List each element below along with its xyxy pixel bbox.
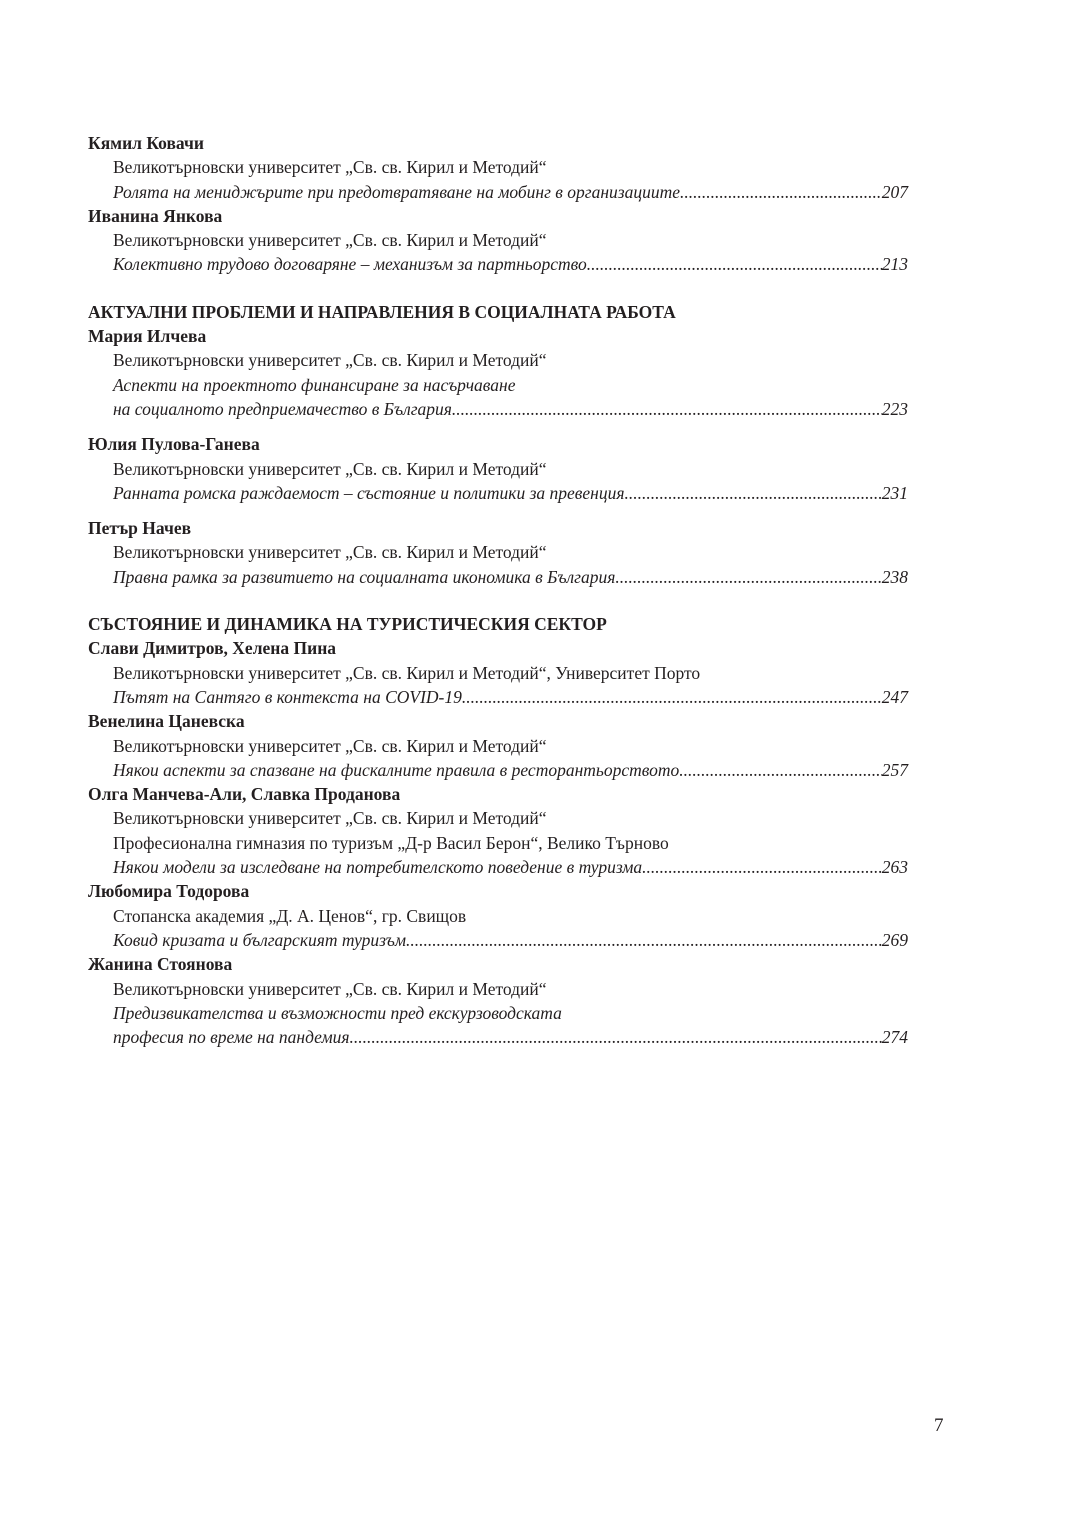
toc-entry: [88, 516, 908, 589]
entry-page-number: 238: [881, 566, 908, 587]
entry-title: Правна рамка за развитието на социалната икономика в България: [113, 566, 616, 587]
entry-title: Някои аспекти за спазване на фискалните правила в ресторантьорството: [113, 759, 680, 780]
dot-leader: [679, 758, 881, 782]
entry-page-number: 269: [881, 929, 908, 950]
toc-entry: [88, 709, 908, 782]
entry-author: Любомира Тодорова: [88, 881, 250, 902]
entry-affiliation: Великотърновски университет „Св. св. Кирил и Методий“: [113, 458, 547, 479]
entry-affiliation: Великотърновски университет „Св. св. Кирил и Методий“: [113, 542, 547, 563]
entry-title: Някои модели за изследване на потребителското поведение в туризма: [113, 857, 643, 878]
dot-leader: [587, 252, 882, 276]
toc-group: [88, 612, 908, 1049]
toc-entry: [88, 879, 908, 952]
entry-page-number: 223: [881, 398, 908, 419]
entry-title-row: [88, 758, 908, 782]
dot-leader: [615, 565, 881, 589]
entry-author: Юлия Пулова-Ганева: [88, 434, 260, 455]
dot-leader: [462, 685, 882, 709]
entry-author: Венелина Цаневска: [88, 711, 245, 732]
dot-leader: [680, 180, 882, 204]
toc-group: [88, 131, 908, 277]
entry-author: Олга Манчева-Али, Славка Проданова: [88, 784, 401, 805]
table-of-contents: [88, 131, 908, 1049]
entry-title-row: [88, 397, 908, 421]
entry-title-line: Предизвикателства и възможности пред екскурзоводската: [113, 1002, 562, 1023]
entry-author: Кямил Ковачи: [88, 133, 204, 153]
entry-author: Жанина Стоянова: [88, 954, 233, 975]
section-heading: СЪСТОЯНИЕ И ДИНАМИКА НА ТУРИСТИЧЕСКИЯ СЕКТОР: [88, 614, 607, 635]
entry-title: Ранната ромска раждаемост – състояние и политики за превенция: [113, 482, 625, 503]
entry-title-row: [88, 481, 908, 505]
entry-title: на социалното предприемачество в България: [113, 398, 452, 419]
entry-affiliation: Стопанска академия „Д. А. Ценов“, гр. Свищов: [113, 905, 467, 926]
entry-title-row: [88, 180, 908, 204]
entry-title-row: [88, 928, 908, 952]
entry-title-row: [88, 855, 908, 879]
entry-page-number: 257: [881, 759, 908, 780]
toc-entry: [88, 636, 908, 709]
entry-title: Ролята на мениджърите при предотвратяване на мобинг в организациите: [113, 181, 681, 202]
page-number: 7: [934, 1415, 944, 1436]
toc-group: [88, 300, 908, 589]
dot-leader: [642, 855, 882, 879]
entry-affiliation: Великотърновски университет „Св. св. Кирил и Методий“, Университет Порто: [113, 662, 701, 683]
dot-leader: [406, 928, 882, 952]
dot-leader: [624, 481, 881, 505]
entry-title-row: [88, 1025, 908, 1049]
entry-title: Пътят на Сантяго в контекста на COVID-19: [113, 686, 462, 707]
entry-author: Петър Начев: [88, 518, 192, 539]
entry-affiliation: Великотърновски университет „Св. св. Кирил и Методий“: [113, 230, 547, 251]
entry-affiliation: Великотърновски университет „Св. св. Кирил и Методий“: [113, 978, 547, 999]
entry-title-row: [88, 565, 908, 589]
entry-page-number: 274: [881, 1027, 908, 1048]
entry-title-row: [88, 685, 908, 709]
toc-entry: [88, 131, 908, 204]
entry-page-number: 207: [881, 181, 908, 202]
entry-title: Ковид кризата и българският туризъм: [113, 929, 406, 950]
entry-title: професия по време на пандемия: [113, 1027, 350, 1048]
toc-entry: [88, 432, 908, 505]
dot-leader: [350, 1025, 882, 1049]
dot-leader: [452, 397, 882, 421]
entry-title: Колективно трудово договаряне – механизъм за партньорство: [113, 254, 587, 275]
toc-entry: [88, 324, 908, 421]
entry-page-number: 263: [881, 857, 908, 878]
entry-title-row: [88, 252, 908, 276]
entry-author: Иванина Янкова: [88, 205, 223, 226]
toc-entry: [88, 952, 908, 1049]
entry-author: Мария Илчева: [88, 326, 207, 347]
entry-page-number: 231: [881, 482, 908, 503]
entry-affiliation: Великотърновски университет „Св. св. Кирил и Методий“: [113, 808, 547, 829]
toc-entry: [88, 204, 908, 277]
entry-page-number: 213: [881, 254, 908, 275]
entry-author: Слави Димитров, Хелена Пина: [88, 638, 337, 659]
entry-affiliation: Великотърновски университет „Св. св. Кирил и Методий“: [113, 350, 547, 371]
entry-affiliation: Великотърновски университет „Св. св. Кирил и Методий“: [113, 157, 547, 178]
toc-entry: [88, 782, 908, 879]
entry-affiliation: Професионална гимназия по туризъм „Д-р Васил Берон“, Велико Търново: [113, 832, 669, 853]
entry-title-line: Аспекти на проектното финансиране за насърчаване: [113, 374, 516, 395]
section-heading: АКТУАЛНИ ПРОБЛЕМИ И НАПРАВЛЕНИЯ В СОЦИАЛНАТА РАБОТА: [88, 301, 676, 322]
entry-page-number: 247: [881, 686, 908, 707]
entry-affiliation: Великотърновски университет „Св. св. Кирил и Методий“: [113, 735, 547, 756]
